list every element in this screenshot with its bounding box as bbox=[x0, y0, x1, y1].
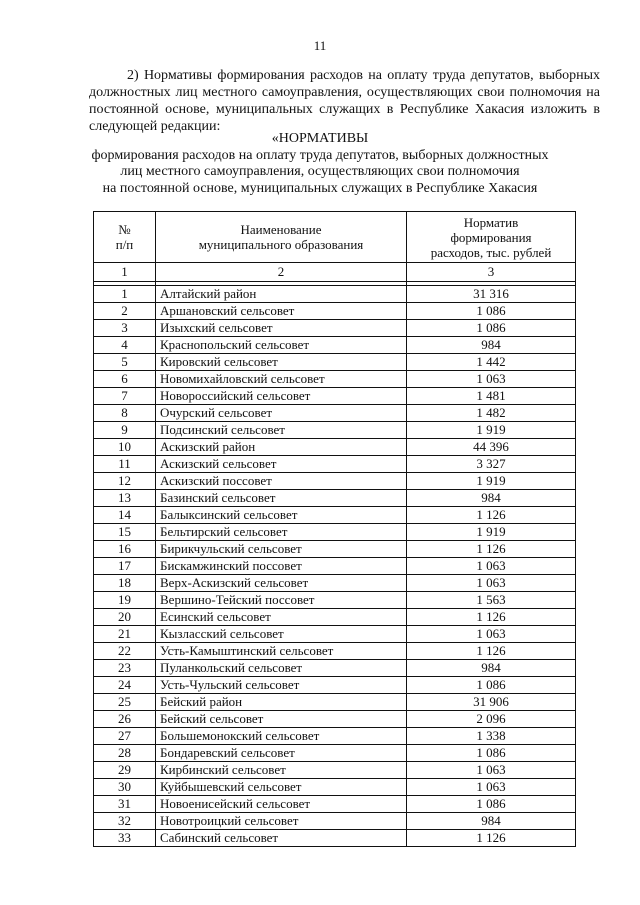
row-number: 27 bbox=[94, 728, 156, 745]
row-number: 33 bbox=[94, 830, 156, 847]
row-value: 1 338 bbox=[407, 728, 576, 745]
row-name: Изыхский сельсовет bbox=[156, 320, 407, 337]
row-number: 20 bbox=[94, 609, 156, 626]
row-value: 44 396 bbox=[407, 439, 576, 456]
table-row bbox=[94, 711, 576, 728]
index-col-3: 3 bbox=[407, 263, 576, 282]
table-row bbox=[94, 473, 576, 490]
row-number: 1 bbox=[94, 286, 156, 303]
row-value: 1 482 bbox=[407, 405, 576, 422]
header-name: Наименование муниципального образования bbox=[156, 212, 407, 263]
row-name: Бейский район bbox=[156, 694, 407, 711]
row-value: 1 063 bbox=[407, 762, 576, 779]
row-name: Новороссийский сельсовет bbox=[156, 388, 407, 405]
row-value: 984 bbox=[407, 813, 576, 830]
table-row bbox=[94, 439, 576, 456]
row-name: Аскизский поссовет bbox=[156, 473, 407, 490]
row-name: Вершино-Тейский поссовет bbox=[156, 592, 407, 609]
row-number: 21 bbox=[94, 626, 156, 643]
row-value: 1 086 bbox=[407, 320, 576, 337]
row-name: Бельтирский сельсовет bbox=[156, 524, 407, 541]
table-row bbox=[94, 507, 576, 524]
row-number: 13 bbox=[94, 490, 156, 507]
table-row bbox=[94, 575, 576, 592]
row-number: 10 bbox=[94, 439, 156, 456]
row-name: Бондаревский сельсовет bbox=[156, 745, 407, 762]
table-row bbox=[94, 592, 576, 609]
row-name: Краснопольский сельсовет bbox=[156, 337, 407, 354]
row-value: 1 126 bbox=[407, 541, 576, 558]
table-row bbox=[94, 830, 576, 847]
row-number: 15 bbox=[94, 524, 156, 541]
row-value: 984 bbox=[407, 660, 576, 677]
row-name: Новоенисейский сельсовет bbox=[156, 796, 407, 813]
row-name: Кировский сельсовет bbox=[156, 354, 407, 371]
row-number: 8 bbox=[94, 405, 156, 422]
row-number: 4 bbox=[94, 337, 156, 354]
row-number: 30 bbox=[94, 779, 156, 796]
row-value: 2 096 bbox=[407, 711, 576, 728]
row-value: 1 126 bbox=[407, 643, 576, 660]
table-row bbox=[94, 643, 576, 660]
row-value: 1 126 bbox=[407, 507, 576, 524]
index-col-1: 1 bbox=[94, 263, 156, 282]
table-row bbox=[94, 524, 576, 541]
row-number: 5 bbox=[94, 354, 156, 371]
normatives-table bbox=[93, 211, 576, 847]
table-header-row bbox=[94, 212, 576, 263]
document-heading bbox=[60, 131, 580, 197]
row-value: 1 126 bbox=[407, 830, 576, 847]
heading-title: «НОРМАТИВЫ bbox=[271, 131, 369, 146]
row-value: 1 563 bbox=[407, 592, 576, 609]
row-number: 14 bbox=[94, 507, 156, 524]
table-row bbox=[94, 303, 576, 320]
row-number: 26 bbox=[94, 711, 156, 728]
row-value: 1 063 bbox=[407, 626, 576, 643]
row-name: Базинский сельсовет bbox=[156, 490, 407, 507]
row-value: 3 327 bbox=[407, 456, 576, 473]
row-value: 1 086 bbox=[407, 303, 576, 320]
row-name: Бейский сельсовет bbox=[156, 711, 407, 728]
table-row bbox=[94, 728, 576, 745]
row-number: 24 bbox=[94, 677, 156, 694]
row-value: 1 063 bbox=[407, 558, 576, 575]
row-name: Есинский сельсовет bbox=[156, 609, 407, 626]
row-value: 984 bbox=[407, 337, 576, 354]
row-number: 28 bbox=[94, 745, 156, 762]
row-number: 29 bbox=[94, 762, 156, 779]
row-name: Сабинский сельсовет bbox=[156, 830, 407, 847]
row-name: Алтайский район bbox=[156, 286, 407, 303]
table-row bbox=[94, 456, 576, 473]
row-number: 32 bbox=[94, 813, 156, 830]
table-row bbox=[94, 609, 576, 626]
row-number: 7 bbox=[94, 388, 156, 405]
table-row bbox=[94, 490, 576, 507]
table-row bbox=[94, 626, 576, 643]
heading-line-1: формирования расходов на оплату труда депутатов, выборных должностных bbox=[91, 147, 549, 163]
row-name: Бирикчульский сельсовет bbox=[156, 541, 407, 558]
row-value: 1 481 bbox=[407, 388, 576, 405]
table-body bbox=[94, 286, 576, 847]
table-row bbox=[94, 745, 576, 762]
table-row bbox=[94, 660, 576, 677]
heading-line-3: на постоянной основе, муниципальных служащих в Республике Хакасия bbox=[102, 180, 538, 196]
row-name: Аршановский сельсовет bbox=[156, 303, 407, 320]
row-number: 19 bbox=[94, 592, 156, 609]
row-number: 6 bbox=[94, 371, 156, 388]
row-name: Усть-Чульский сельсовет bbox=[156, 677, 407, 694]
table-row bbox=[94, 354, 576, 371]
row-name: Кызласский сельсовет bbox=[156, 626, 407, 643]
table-row bbox=[94, 694, 576, 711]
row-number: 3 bbox=[94, 320, 156, 337]
row-value: 31 906 bbox=[407, 694, 576, 711]
row-name: Куйбышевский сельсовет bbox=[156, 779, 407, 796]
row-value: 1 086 bbox=[407, 796, 576, 813]
table-row bbox=[94, 405, 576, 422]
heading-line-2: лиц местного самоуправления, осуществляющих свои полномочия bbox=[120, 164, 520, 179]
table-row bbox=[94, 762, 576, 779]
table-row bbox=[94, 371, 576, 388]
row-name: Подсинский сельсовет bbox=[156, 422, 407, 439]
table-row bbox=[94, 779, 576, 796]
row-name: Большемонокский сельсовет bbox=[156, 728, 407, 745]
row-value: 1 919 bbox=[407, 422, 576, 439]
page-number: 11 bbox=[313, 38, 327, 53]
table-row bbox=[94, 541, 576, 558]
row-value: 984 bbox=[407, 490, 576, 507]
row-value: 1 063 bbox=[407, 575, 576, 592]
intro-text: 2) Нормативы формирования расходов на оплату труда депутатов, выборных должностных лиц местного самоуправления, осуществляющих свои полномочия на постоянной основе, муниципальных служащих в Республике Хакасия изложить в следующей редакции: bbox=[89, 68, 600, 134]
table-row bbox=[94, 286, 576, 303]
table-row bbox=[94, 388, 576, 405]
row-name: Аскизский район bbox=[156, 439, 407, 456]
row-value: 1 919 bbox=[407, 473, 576, 490]
row-name: Усть-Камыштинский сельсовет bbox=[156, 643, 407, 660]
table-row bbox=[94, 422, 576, 439]
index-col-2: 2 bbox=[156, 263, 407, 282]
table-index-row bbox=[94, 263, 576, 282]
table-row bbox=[94, 558, 576, 575]
row-number: 23 bbox=[94, 660, 156, 677]
row-name: Кирбинский сельсовет bbox=[156, 762, 407, 779]
row-name: Пуланкольский сельсовет bbox=[156, 660, 407, 677]
row-number: 17 bbox=[94, 558, 156, 575]
row-value: 1 919 bbox=[407, 524, 576, 541]
row-value: 1 063 bbox=[407, 779, 576, 796]
intro-paragraph bbox=[89, 67, 600, 135]
row-value: 1 442 bbox=[407, 354, 576, 371]
table-row bbox=[94, 337, 576, 354]
row-number: 12 bbox=[94, 473, 156, 490]
row-value: 1 086 bbox=[407, 677, 576, 694]
row-name: Бискамжинский поссовет bbox=[156, 558, 407, 575]
header-normative: Норматив формирования расходов, тыс. рублей bbox=[407, 212, 576, 263]
row-number: 22 bbox=[94, 643, 156, 660]
row-value: 31 316 bbox=[407, 286, 576, 303]
table-row bbox=[94, 320, 576, 337]
row-number: 11 bbox=[94, 456, 156, 473]
row-name: Аскизский сельсовет bbox=[156, 456, 407, 473]
row-number: 25 bbox=[94, 694, 156, 711]
table-row bbox=[94, 796, 576, 813]
row-number: 9 bbox=[94, 422, 156, 439]
row-number: 18 bbox=[94, 575, 156, 592]
row-name: Верх-Аскизский сельсовет bbox=[156, 575, 407, 592]
row-value: 1 086 bbox=[407, 745, 576, 762]
row-value: 1 126 bbox=[407, 609, 576, 626]
row-number: 16 bbox=[94, 541, 156, 558]
row-number: 31 bbox=[94, 796, 156, 813]
table-row bbox=[94, 813, 576, 830]
row-name: Балыксинский сельсовет bbox=[156, 507, 407, 524]
row-name: Очурский сельсовет bbox=[156, 405, 407, 422]
row-name: Новомихайловский сельсовет bbox=[156, 371, 407, 388]
table-row bbox=[94, 677, 576, 694]
row-number: 2 bbox=[94, 303, 156, 320]
row-name: Новотроицкий сельсовет bbox=[156, 813, 407, 830]
header-number: № п/п bbox=[94, 212, 156, 263]
row-value: 1 063 bbox=[407, 371, 576, 388]
